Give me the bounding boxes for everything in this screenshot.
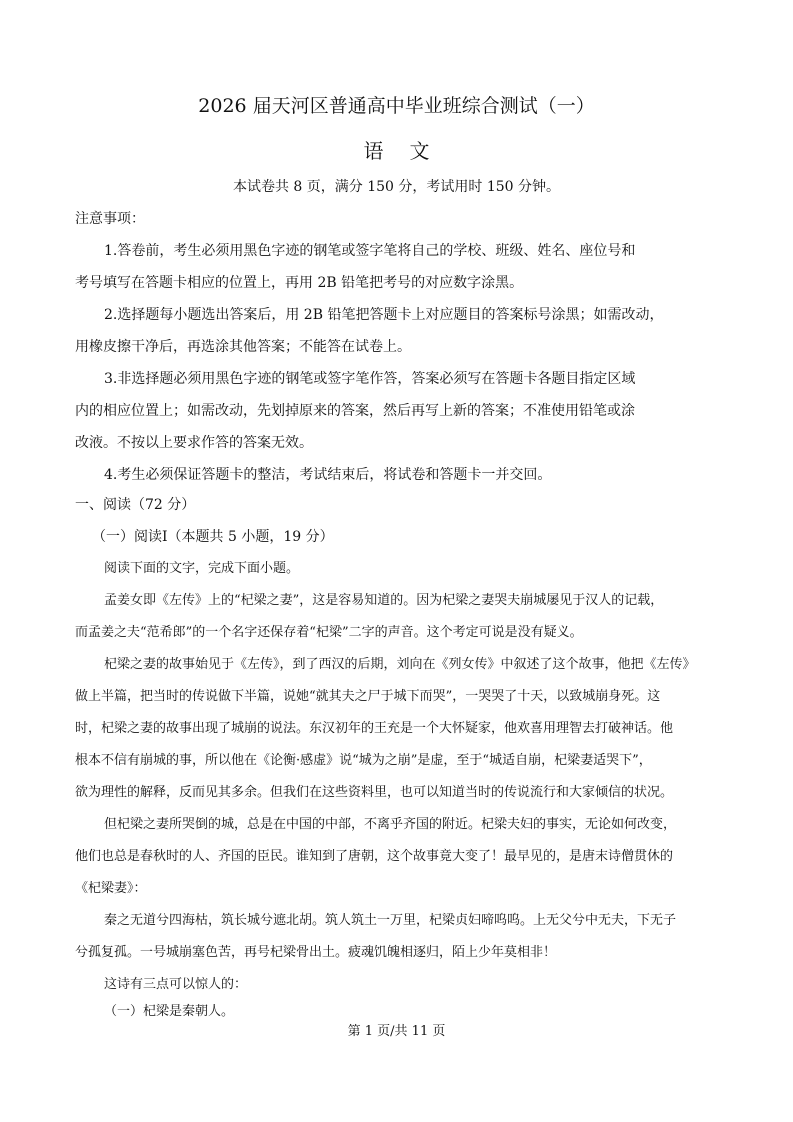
notice-item-2-line-1: 2.选择题每小题选出答案后，用 2B 铅笔把答题卡上对应题目的答案标号涂黑；如需改动， [104, 307, 664, 323]
passage-p4-line-1: 这诗有三点可以惊人的： [104, 977, 248, 992]
notice-item-2-line-2: 用橡皮擦干净后，再选涂其他答案；不能答在试卷上。 [75, 339, 411, 355]
notice-item-4-line-1: 4.考生必须保证答题卡的整洁，考试结束后，将试卷和答题卡一并交回。 [104, 467, 552, 483]
notice-item-1-line-1: 1.答卷前，考生必须用黑色字迹的钢笔或签字笔将自己的学校、班级、姓名、座位号和 [104, 243, 636, 259]
passage-p2-line-4: 根本不信有崩城的事，所以他在《论衡·感虚》说“城为之崩”是虚，至于“城适自崩，杞梁妻适哭下”， [75, 753, 652, 768]
section-subheading: （一）阅读Ⅰ（本题共 5 小题，19 分） [92, 529, 334, 545]
passage-p3-line-1: 但杞梁之妻所哭倒的城，总是在中国的中部，不离乎齐国的附近。杞梁夫妇的事实，无论如何改变， [104, 817, 677, 832]
passage-p3-line-3: 《杞梁妻》： [75, 881, 147, 896]
section-instruction: 阅读下面的文字，完成下面小题。 [104, 561, 300, 576]
passage-p2-line-3: 时，杞梁之妻的故事出现了城崩的说法。东汉初年的王充是一个大怀疑家，他欢喜用理智去打破神话。他 [75, 721, 674, 736]
passage-p1-line-1: 孟姜女即《左传》上的“杞梁之妻”，这是容易知道的。因为杞梁之妻哭夫崩城屡见于汉人的记载， [104, 593, 664, 608]
passage-p2-line-5: 欲为理性的解释，反而见其多余。但我们在这些资料里，也可以知道当时的传说流行和大家倾信的状况。 [75, 785, 674, 800]
notice-heading: 注意事项： [75, 211, 145, 227]
poem-line-2: 兮孤复孤。一号城崩塞色苦，再号杞梁骨出土。疲魂饥魄相逐归，陌上少年莫相非！ [75, 945, 557, 960]
notice-item-3-line-2: 内的相应位置上；如需改动，先划掉原来的答案，然后再写上新的答案；不准使用铅笔或涂 [75, 403, 635, 419]
poem-line-1: 秦之无道兮四海枯，筑长城兮遮北胡。筑人筑土一万里，杞梁贞妇啼呜呜。上无父兮中无夫，下无子 [104, 913, 677, 928]
exam-title: 2026 届天河区普通高中毕业班综合测试（一） [198, 95, 595, 117]
passage-p5-line-1: （一）杞梁是秦朝人。 [104, 1004, 235, 1019]
notice-item-1-line-2: 考号填写在答题卡相应的位置上，再用 2B 铅笔把考号的对应数字涂黑。 [75, 275, 524, 291]
passage-p3-line-2: 他们也总是春秋时的人、齐国的臣民。谁知到了唐朝，这个故事竟大变了！最早见的，是唐末诗僧贯休的 [75, 849, 674, 864]
notice-item-3-line-1: 3.非选择题必须用黑色字迹的钢笔或签字笔作答，答案必须写在答题卡各题目指定区域 [104, 371, 636, 387]
page-number: 第 1 页/共 11 页 [347, 1024, 446, 1039]
passage-p2-line-2: 做上半篇，把当时的传说做下半篇，说她“就其夫之尸于城下而哭”，一哭哭了十天，以致城崩身死。这 [75, 689, 661, 704]
passage-p1-line-2: 而孟姜之夫“范希郎”的一个名字还保存着“杞梁”二字的声音。这个考定可说是没有疑义。 [75, 625, 583, 640]
section-heading: 一、阅读（72 分） [75, 497, 196, 513]
exam-info: 本试卷共 8 页，满分 150 分，考试用时 150 分钟。 [232, 179, 561, 195]
passage-p2-line-1: 杞梁之妻的故事始见于《左传》，到了西汉的后期，刘向在《列女传》中叙述了这个故事，他把《左传》 [104, 657, 696, 672]
notice-item-3-line-3: 改液。不按以上要求作答的答案无效。 [75, 435, 313, 451]
subject-title: 语文 [363, 139, 456, 163]
